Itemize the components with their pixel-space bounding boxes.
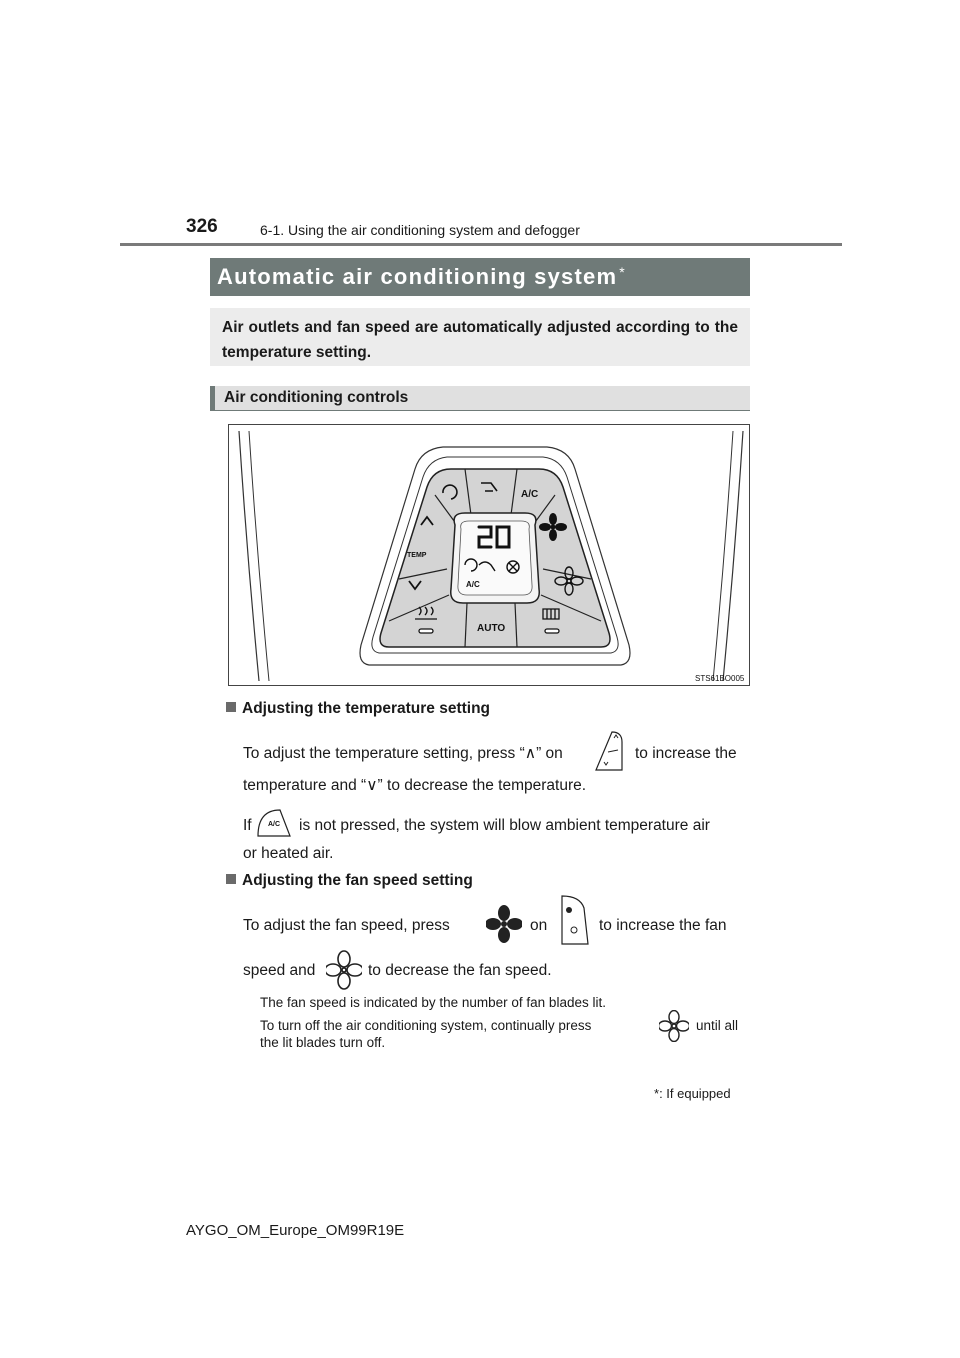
intro-text: Air outlets and fan speed are automatically adjusted according to the temperature setting. — [222, 319, 738, 361]
ac-panel-figure — [228, 424, 750, 686]
fan-line-2: speed and to decrease the fan speed. — [243, 962, 552, 979]
page-title-text: Automatic air conditioning system — [217, 264, 618, 289]
fan-heading: Adjusting the fan speed setting — [226, 872, 473, 890]
figure-code: STS61BO005 — [695, 674, 745, 683]
footnote-star: * — [654, 1086, 660, 1101]
page-number: 326 — [186, 216, 218, 237]
intro-box — [210, 308, 750, 366]
auto-button-label: AUTO — [477, 623, 506, 634]
fan-low-icon — [326, 950, 362, 990]
display-temperature: 20 — [494, 529, 496, 530]
square-bullet-icon — [226, 702, 236, 712]
subheading-text: Air conditioning controls — [224, 389, 409, 406]
subheading — [210, 386, 750, 411]
section-title: 6-1. Using the air conditioning system and defogger — [260, 222, 580, 238]
temp-label: TEMP — [407, 552, 427, 559]
temperature-heading: Adjusting the temperature setting — [226, 700, 490, 718]
ac-button-label: A/C — [521, 489, 539, 500]
fan-note-3: the lit blades turn off. — [260, 1035, 386, 1050]
equipped-star: * — [619, 264, 626, 280]
fan-note-2: To turn off the air conditioning system, continually press until all — [260, 1018, 739, 1033]
temperature-line-1: To adjust the temperature setting, press “∧” on to increase the — [243, 745, 737, 762]
temperature-line-3: If is not pressed, the system will blow ambient temperature air — [243, 817, 710, 834]
display-ac-label: A/C — [466, 580, 480, 589]
fan-line-1: To adjust the fan speed, press on to increase the fan — [243, 917, 727, 934]
footer-code: AYGO_OM_Europe_OM99R19E — [186, 1222, 405, 1239]
page-title — [210, 258, 750, 296]
square-bullet-icon — [226, 874, 236, 884]
temperature-line-2: temperature and “∨” to decrease the temperature. — [243, 777, 587, 794]
header-rule — [120, 243, 842, 246]
svg-text:A/C: A/C — [268, 821, 281, 828]
fan-control-icon — [558, 894, 590, 946]
fan-high-icon — [486, 904, 522, 944]
ac-button-icon — [256, 808, 292, 838]
subheading-rule — [210, 410, 750, 411]
footnote: *: If equipped — [654, 1086, 731, 1101]
ac-panel-illustration — [229, 425, 751, 687]
fan-note-1: The fan speed is indicated by the number of fan blades lit. — [260, 995, 606, 1010]
temp-control-icon — [592, 730, 626, 774]
temperature-line-4: or heated air. — [243, 845, 334, 862]
